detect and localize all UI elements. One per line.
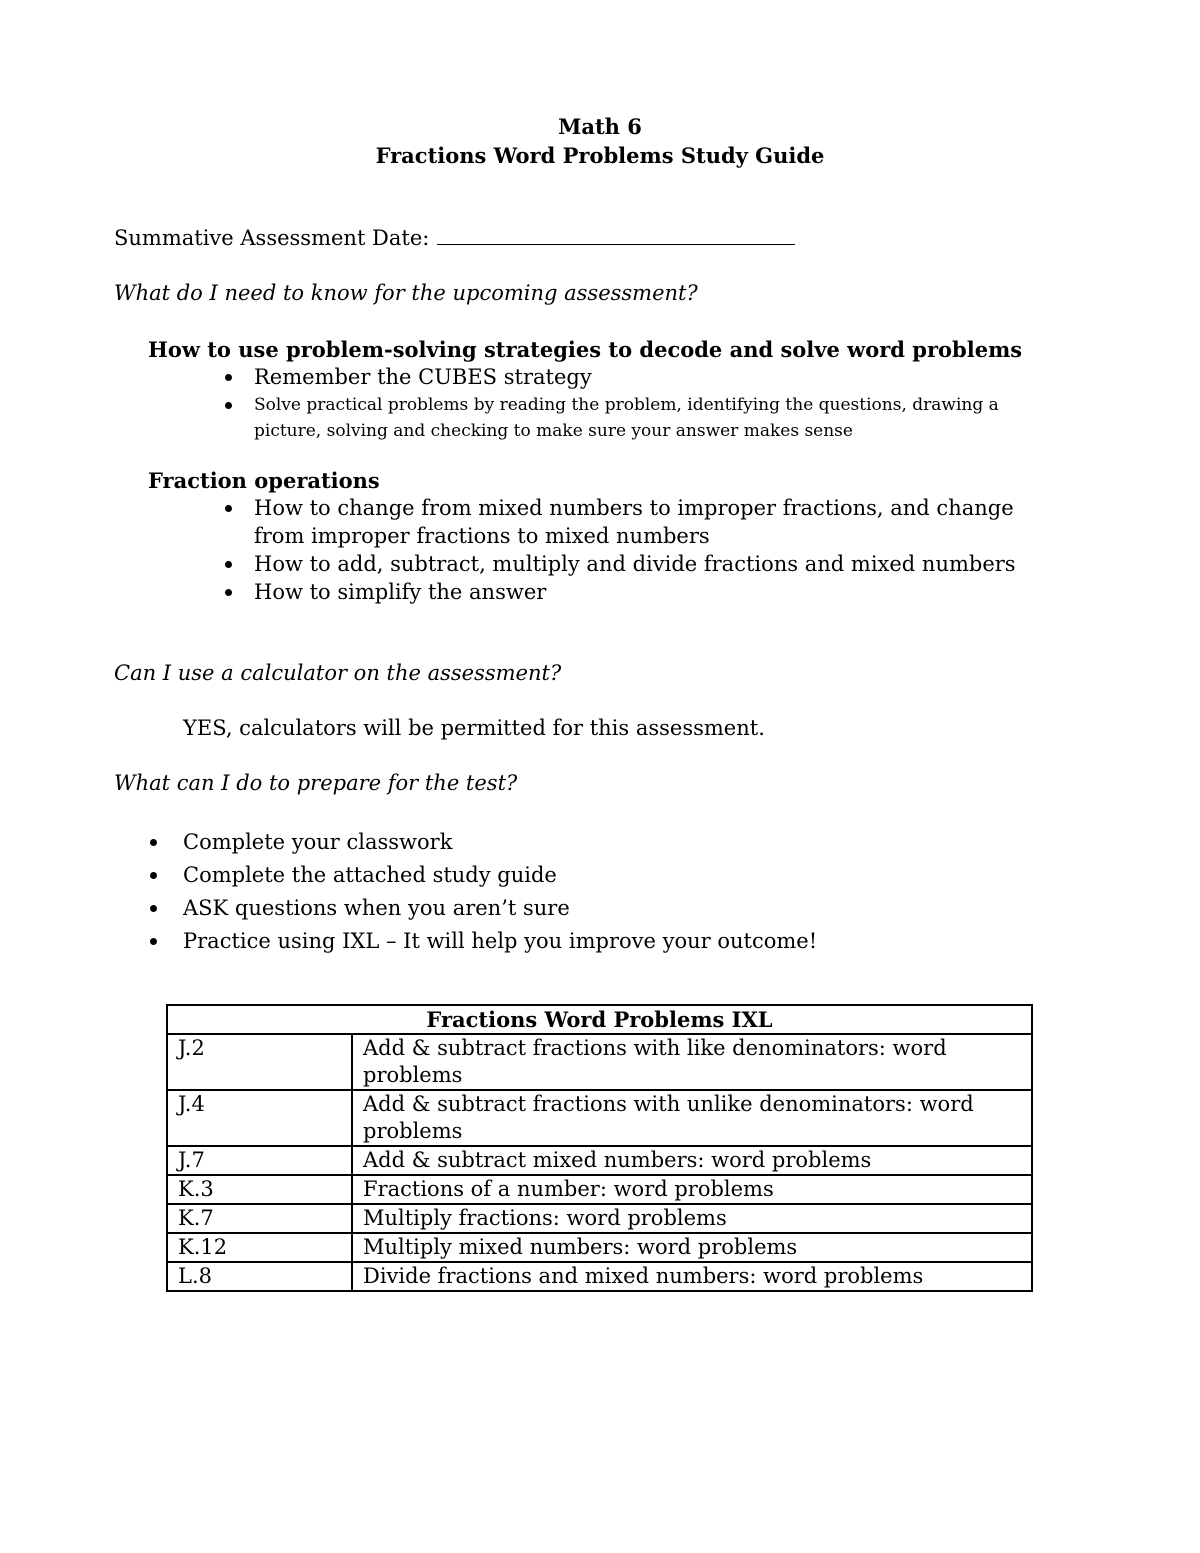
- list-item: How to change from mixed numbers to improper fractions, and change from improper fractions to mixed numbers: [254, 494, 1034, 550]
- skill-description: Add & subtract mixed numbers: word problems: [352, 1146, 1032, 1175]
- bullet-icon: [150, 839, 157, 846]
- skill-description: Multiply fractions: word problems: [352, 1204, 1032, 1233]
- table-row: [167, 1262, 1032, 1291]
- table-row: [167, 1233, 1032, 1262]
- table-header-row: [167, 1005, 1032, 1034]
- list-item: Complete your classwork: [183, 826, 983, 859]
- bullet-icon: [150, 938, 157, 945]
- table-row: [167, 1146, 1032, 1175]
- assessment-date-label: Summative Assessment Date:: [114, 226, 430, 250]
- skill-description: Multiply mixed numbers: word problems: [352, 1233, 1032, 1262]
- ixl-skills-table: [166, 1004, 1033, 1292]
- table-title: Fractions Word Problems IXL: [167, 1005, 1032, 1034]
- skill-code: J.4: [167, 1090, 352, 1146]
- bullet-icon: [150, 872, 157, 879]
- bullet-icon: [225, 561, 232, 568]
- list-item: How to simplify the answer: [254, 578, 1034, 606]
- prepare-list: [183, 826, 983, 958]
- fraction-operations-list: [254, 494, 1034, 606]
- table-row: [167, 1204, 1032, 1233]
- bullet-icon: [225, 589, 232, 596]
- course-title: Math 6: [558, 114, 642, 139]
- problem-solving-list-2: [254, 392, 1054, 444]
- skill-code: L.8: [167, 1262, 352, 1291]
- skill-description: Add & subtract fractions with unlike denominators: word problems: [352, 1090, 1032, 1146]
- list-item: ASK questions when you aren’t sure: [183, 892, 983, 925]
- bullet-icon: [150, 905, 157, 912]
- page-title: Fractions Word Problems Study Guide: [375, 143, 825, 168]
- problem-solving-list: [254, 363, 1054, 391]
- skill-code: K.3: [167, 1175, 352, 1204]
- list-item: Complete the attached study guide: [183, 859, 983, 892]
- table-row: [167, 1090, 1032, 1146]
- calculator-answer: YES, calculators will be permitted for this assessment.: [183, 716, 765, 740]
- bullet-icon: [225, 374, 232, 381]
- assessment-date-blank: [437, 226, 795, 245]
- know-question: What do I need to know for the upcoming assessment?: [114, 281, 698, 305]
- skill-code: K.12: [167, 1233, 352, 1262]
- topic-heading-problem-solving: How to use problem-solving strategies to decode and solve word problems: [148, 337, 1023, 362]
- list-item: Remember the CUBES strategy: [254, 363, 1054, 391]
- list-item: How to add, subtract, multiply and divide fractions and mixed numbers: [254, 550, 1034, 578]
- calculator-question: Can I use a calculator on the assessment?: [114, 661, 562, 685]
- table-row: [167, 1034, 1032, 1090]
- bullet-icon: [225, 402, 232, 409]
- skill-description: Fractions of a number: word problems: [352, 1175, 1032, 1204]
- skill-code: K.7: [167, 1204, 352, 1233]
- skill-description: Add & subtract fractions with like denominators: word problems: [352, 1034, 1032, 1090]
- skill-description: Divide fractions and mixed numbers: word problems: [352, 1262, 1032, 1291]
- list-item: Practice using IXL – It will help you improve your outcome!: [183, 925, 983, 958]
- list-item: Solve practical problems by reading the problem, identifying the questions, drawing a picture, solving and checking to make sure your answer makes sense: [254, 392, 1054, 444]
- skill-code: J.2: [167, 1034, 352, 1090]
- bullet-icon: [225, 505, 232, 512]
- prepare-question: What can I do to prepare for the test?: [114, 771, 518, 795]
- topic-heading-fraction-operations: Fraction operations: [148, 468, 380, 493]
- table-row: [167, 1175, 1032, 1204]
- assessment-date-row: [114, 226, 795, 250]
- skill-code: J.7: [167, 1146, 352, 1175]
